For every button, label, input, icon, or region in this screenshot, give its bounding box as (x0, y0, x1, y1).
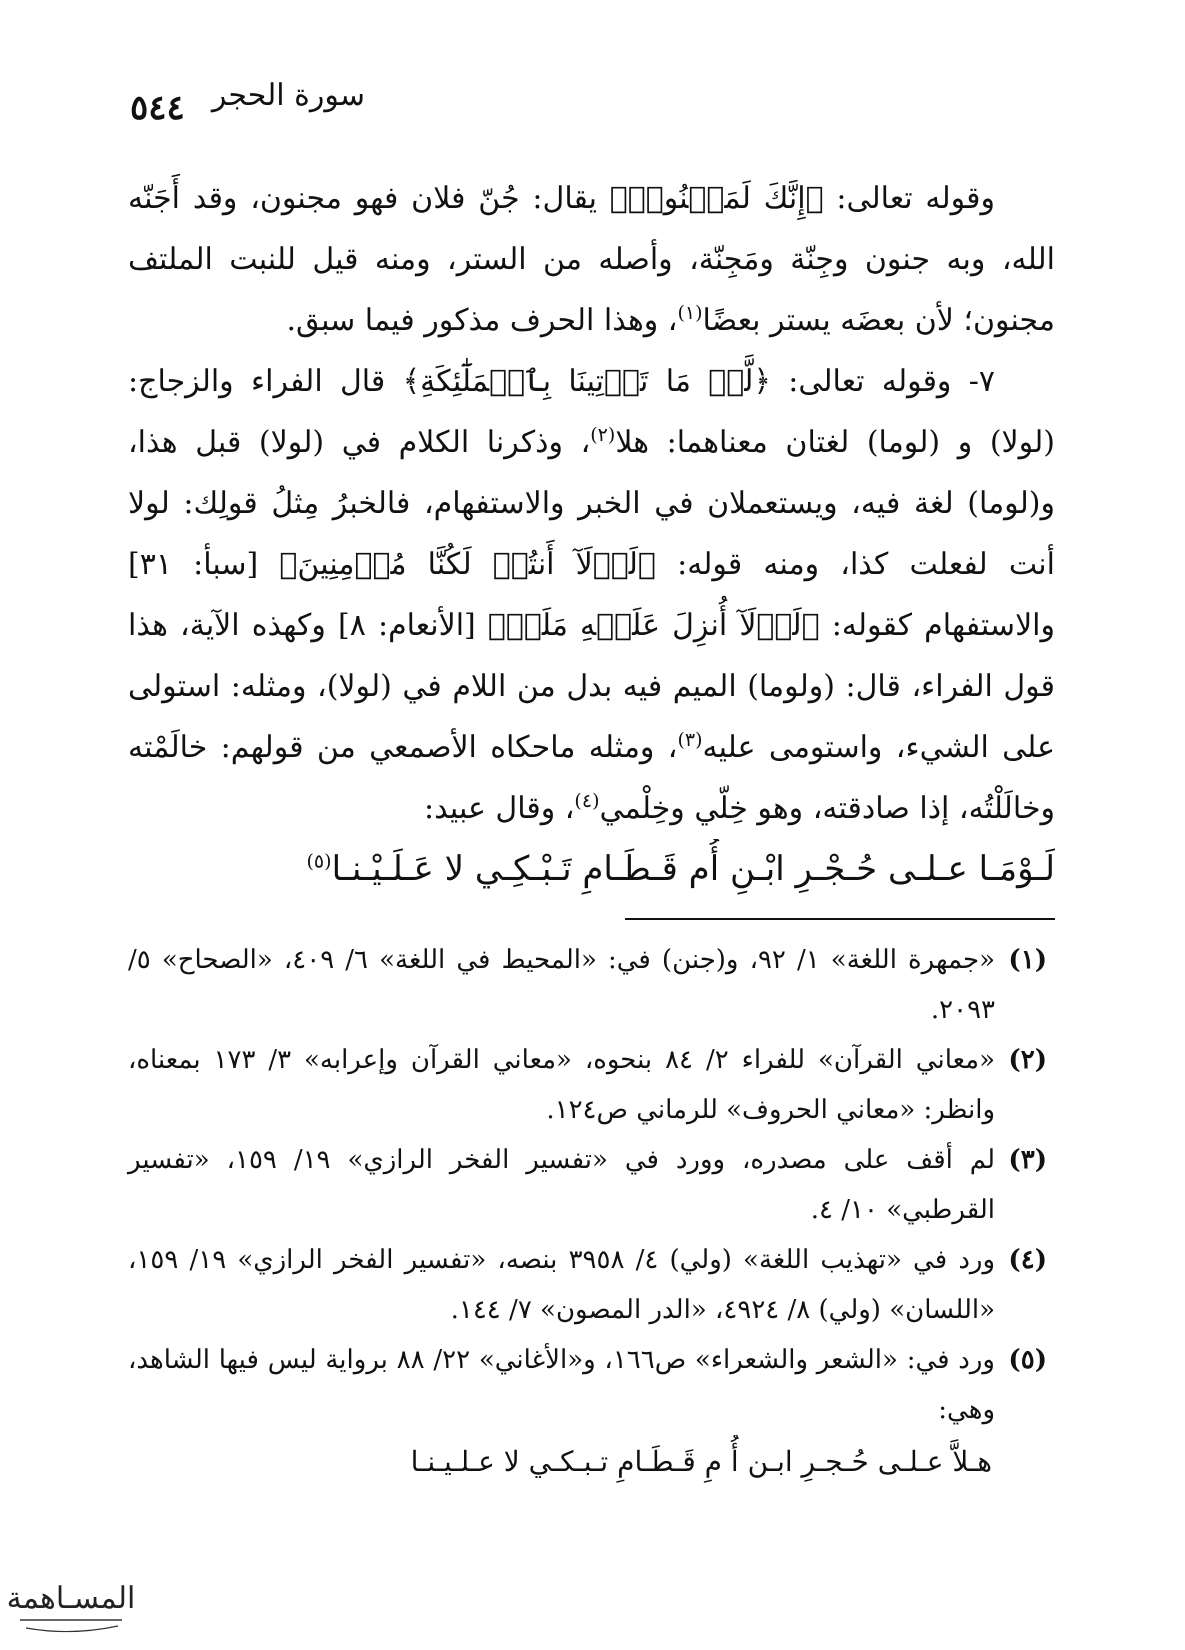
footnotes-section (128, 935, 1047, 1489)
footnote-ref-2[interactable]: (٢) (590, 424, 616, 446)
paragraph-text: ، ومثله ماحكاه الأصمعي من قولهم: خالَمْته وخالَلْتُه، إذا صادقته، وهو خِلّي وخِلْمي (128, 730, 1055, 826)
paragraph-text: وقوله تعالى: ﴿إِنَّكَ لَمَجۡنُونٞ﴾ يقال: جُنّ فلان فهو مجنون، وقد أَجَنّه الله، وبه جنون وجِنّة ومَجِنّة، وأصله من الستر، ومنه قيل للنبت الملتف مجنون؛ لأن بعضَه يستر بعضًا (128, 181, 1055, 338)
footnote-item (128, 1135, 1047, 1235)
footnote-text: «معاني القرآن» للفراء ٢/ ٨٤ بنحوه، «معاني القرآن وإعرابه» ٣/ ١٧٣ بمعناه، وانظر: «معاني الحروف» للرماني ص١٢٤. (128, 1045, 995, 1125)
footnote-item (128, 935, 1047, 1035)
paragraph-2 (128, 351, 1055, 839)
running-header (130, 70, 1055, 130)
footnote-item (128, 1035, 1047, 1135)
footnote-number: (٢) (1008, 1045, 1047, 1075)
footnote-number: (٣) (1008, 1145, 1047, 1175)
paragraph-text: ، وذكرنا الكلام في (لولا) قبل هذا، و(لوما) لغة فيه، ويستعملان في الخبر والاستفهام، فالخبرُ مِثلُ قولِك: لولا أنت لفعلت كذا، ومنه قوله: ﴿لَوۡلَآ أَنتُمۡ لَكُنَّا مُؤۡمِنِينَ﴾ [سبأ: ٣١] والاستفهام كقوله: ﴿لَوۡلَآ أُنزِلَ عَلَيۡهِ مَلَكٞ﴾ [الأنعام: ٨] وكهذه الآية، هذا قول الفراء، قال: (ولوما) الميم فيه بدل من اللام في (لولا)، ومثله: استولى على الشيء، واستومى عليه (128, 425, 1055, 765)
logo-text: المسـاهمة (6, 1581, 136, 1616)
footnote-verse: هـلاَّ عـلـى حُـجـرِ ابـن أُ مِ قَـطَـامِ تـبـكـي لا عـلـيـنـا (410, 1445, 992, 1478)
footnote-ref-3[interactable]: (٣) (677, 729, 703, 751)
paragraph-text: ، وهذا الحرف مذكور فيما سبق. (286, 303, 678, 338)
footnote-text: ورد في: «الشعر والشعراء» ص١٦٦، و«الأغاني» ٢٢/ ٨٨ برواية ليس فيها الشاهد، وهي: (128, 1345, 995, 1425)
page-number: ٥٤٤ (130, 88, 185, 128)
footnote-text: «جمهرة اللغة» ١/ ٩٢، و(جنن) في: «المحيط في اللغة» ٦/ ٤٠٩، «الصحاح» ٥/ ٢٠٩٣. (128, 945, 995, 1025)
paragraph-1 (128, 168, 1055, 351)
surah-title: سورة الحجر (211, 78, 365, 113)
poetry-verse (128, 839, 1055, 899)
footnote-item (128, 1235, 1047, 1335)
footnote-number: (١) (1008, 945, 1047, 975)
watermark-logo (6, 1568, 136, 1640)
paragraph-text: ، وقال عبيد: (424, 791, 575, 826)
footnote-text: ورد في «تهذيب اللغة» (ولي) ٤/ ٣٩٥٨ بنصه، «تفسير الفخر الرازي» ١٩/ ١٥٩، «اللسان» (ولي) ٨/ ٤٩٢٤، «الدر المصون» ٧/ ١٤٤. (128, 1245, 996, 1325)
footnote-text: لم أقف على مصدره، وورد في «تفسير الفخر الرازي» ١٩/ ١٥٩، «تفسير القرطبي» ١٠/ ٤. (128, 1145, 996, 1225)
footnote-ref-4[interactable]: (٤) (574, 790, 600, 812)
footnote-separator (625, 918, 1055, 920)
paragraph-text: ٧- وقوله تعالى: ﴿لَّوۡ مَا تَأۡتِينَا بِٱلۡمَلَٰٓئِكَةِ﴾ قال الفراء والزجاج: (لولا) و (لوما) لغتان معناهما: هلا (128, 364, 1055, 460)
verse-text: لَـوْمَـا عـلـى حُـجْـرِ ابْـنِ أُم قَـطَـامِ تَـبْـكِـي لا عَـلَـيْـنـا (331, 849, 1055, 889)
main-text (128, 168, 1055, 899)
footnote-item (128, 1335, 1047, 1435)
footnote-number: (٥) (1008, 1345, 1047, 1375)
footnote-ref-1[interactable]: (١) (677, 302, 703, 324)
footnote-ref-5[interactable]: (٥) (306, 850, 332, 873)
footnote-number: (٤) (1008, 1245, 1047, 1275)
